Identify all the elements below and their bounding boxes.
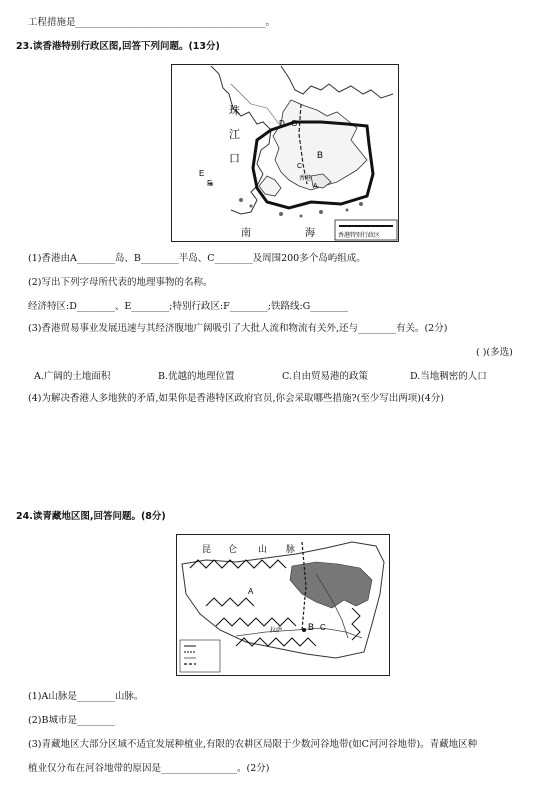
label-e: E xyxy=(199,169,205,178)
label-f: F xyxy=(207,179,212,188)
label-kunlun-4: 脉 xyxy=(286,544,296,554)
hong-kong-map-svg xyxy=(171,64,399,242)
question-23-2b: 经济特区:D________、E________;特别行政区:F________;铁路线:G________ xyxy=(28,301,349,312)
city-b-marker xyxy=(302,628,306,632)
label-lhasa: 拉萨 xyxy=(270,628,283,634)
label-c: C xyxy=(297,163,303,170)
question-24-header: 24.读青藏地区图,回答问题。(8分) xyxy=(16,511,166,522)
island xyxy=(239,198,243,202)
question-23-2: (2)写出下列字母所代表的地理事物的名称。 xyxy=(28,277,213,288)
option-d: D.当地稠密的人口 xyxy=(410,371,487,382)
label-pearl-2: 江 xyxy=(229,129,240,141)
question-23-header: 23.读香港特别行政区图,回答下列问题。(13分) xyxy=(16,41,220,52)
label-hk: 香港 xyxy=(299,176,312,182)
island xyxy=(359,202,363,206)
label-pearl-3: 口 xyxy=(229,153,240,165)
label-pearl-1: 珠 xyxy=(229,105,240,117)
island xyxy=(319,210,323,214)
legend-text: 香港特别行政区 xyxy=(338,233,381,239)
text-line-top: 工程措施是________________________________________。 xyxy=(28,17,276,28)
label-d: D xyxy=(279,119,285,128)
question-23-3-paren: ( )(多选) xyxy=(476,347,513,358)
label-b: B xyxy=(317,150,324,160)
question-23-1: (1)香港由A________岛、B________半岛、C________及周围200多个岛屿组成。 xyxy=(28,253,366,264)
question-24-3b: 植业仅分布在河谷地带的原因是________________。(2分) xyxy=(28,763,270,774)
island xyxy=(279,212,283,216)
hong-kong-map xyxy=(171,64,399,242)
label-g: G xyxy=(291,119,298,128)
label-a: A xyxy=(313,183,318,190)
label-kunlun-3: 山 xyxy=(258,544,268,554)
question-23-3: (3)香港贸易事业发展迅速与其经济腹地广阔吸引了大批人流和物流有关外,还与________有关。(2分) xyxy=(28,323,448,334)
label-a-range: A xyxy=(248,587,254,596)
question-24-1: (1)A山脉是________山脉。 xyxy=(28,691,144,702)
question-24-3: (3)青藏地区大部分区域不适宜发展种植业,有限的农耕区局限于少数河谷地带(如C河河谷地带)。青藏地区种 xyxy=(28,739,478,750)
label-kunlun-2: 仑 xyxy=(228,544,238,554)
label-sea-1: 南 xyxy=(241,228,251,239)
question-24-2: (2)B城市是________ xyxy=(28,715,115,726)
option-b: B.优越的地理位置 xyxy=(158,371,235,382)
qinghai-tibet-map xyxy=(176,534,390,676)
label-c-river: C xyxy=(320,623,326,632)
qinghai-tibet-map-svg xyxy=(176,534,390,676)
label-kunlun-1: 昆 xyxy=(202,544,212,554)
island xyxy=(346,209,349,212)
map2-legend xyxy=(180,640,220,672)
island xyxy=(300,215,303,218)
label-b-city: B xyxy=(308,622,315,632)
question-23-4: (4)为解决香港人多地狭的矛盾,如果你是香港特区政府官员,你会采取哪些措施?(至少写出两项)(4分) xyxy=(28,393,444,404)
label-sea-2: 海 xyxy=(305,228,315,239)
option-c: C.自由贸易港的政策 xyxy=(282,371,368,382)
option-a: A.广阔的土地面积 xyxy=(34,371,111,382)
island xyxy=(250,205,253,208)
